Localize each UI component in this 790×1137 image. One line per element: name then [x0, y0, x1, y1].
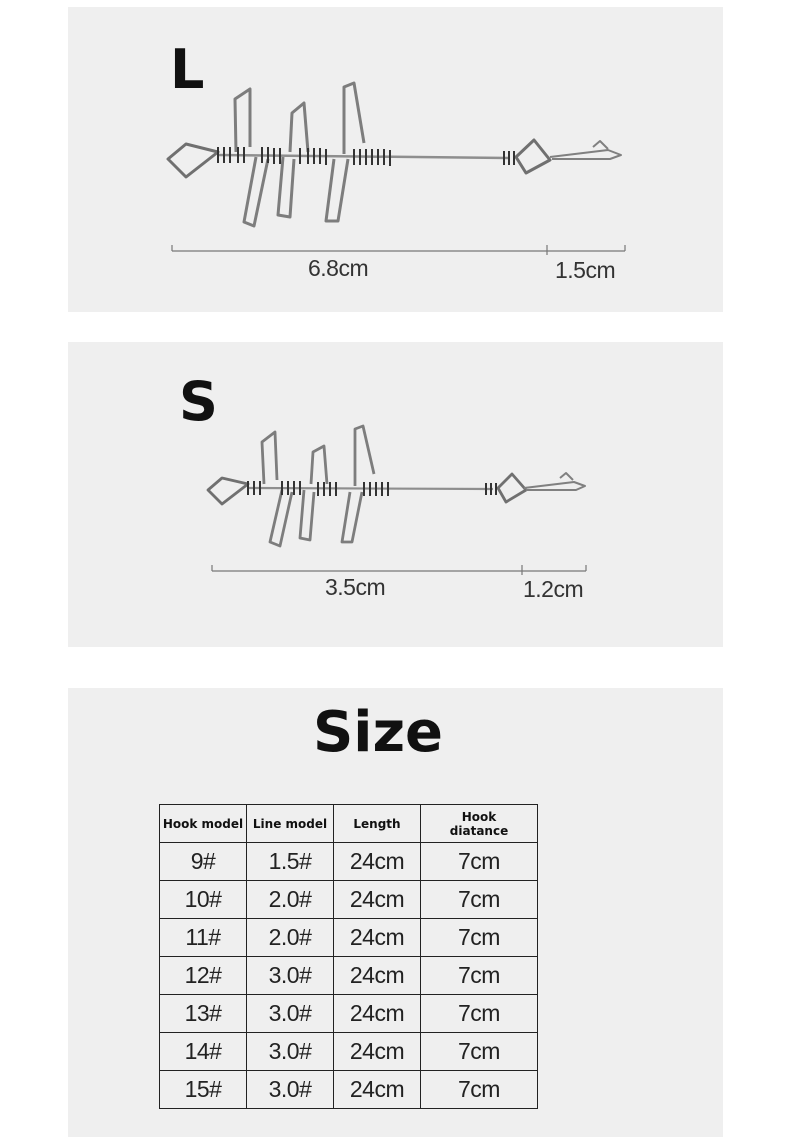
- line-model-cell: 2.0#: [247, 881, 334, 919]
- length-cell: 24cm: [334, 957, 421, 995]
- large-rig-panel: [68, 7, 723, 312]
- length-cell: 24cm: [334, 843, 421, 881]
- table-row: [160, 957, 538, 995]
- table-row: [160, 1071, 538, 1109]
- hook-model-cell: 14#: [160, 1033, 247, 1071]
- large-clip-length: 1.5cm: [555, 257, 616, 283]
- size-panel: [68, 688, 723, 1137]
- hook-distance-cell: 7cm: [421, 1071, 538, 1109]
- small-rig-panel: [68, 342, 723, 647]
- line-model-cell: 3.0#: [247, 1071, 334, 1109]
- large-rig-image: [68, 7, 723, 312]
- table-row: [160, 843, 538, 881]
- header-line-model: Line model: [247, 805, 334, 843]
- size-table: [159, 804, 538, 1109]
- small-rig-image: [68, 342, 723, 647]
- length-cell: 24cm: [334, 1071, 421, 1109]
- table-header-row: [160, 805, 538, 843]
- hook-distance-cell: 7cm: [421, 919, 538, 957]
- length-cell: 24cm: [334, 995, 421, 1033]
- hook-model-cell: 11#: [160, 919, 247, 957]
- hook-distance-cell: 7cm: [421, 843, 538, 881]
- hook-distance-cell: 7cm: [421, 995, 538, 1033]
- table-row: [160, 1033, 538, 1071]
- hook-model-cell: 15#: [160, 1071, 247, 1109]
- hook-distance-cell: 7cm: [421, 1033, 538, 1071]
- table-row: [160, 995, 538, 1033]
- size-letter-s: S: [179, 370, 218, 433]
- length-cell: 24cm: [334, 919, 421, 957]
- line-model-cell: 2.0#: [247, 919, 334, 957]
- size-title: Size: [312, 700, 444, 765]
- line-model-cell: 1.5#: [247, 843, 334, 881]
- hook-distance-cell: 7cm: [421, 881, 538, 919]
- hook-distance-cell: 7cm: [421, 957, 538, 995]
- line-model-cell: 3.0#: [247, 957, 334, 995]
- large-body-length: 6.8cm: [308, 255, 369, 281]
- size-letter-l: L: [170, 38, 205, 101]
- hook-model-cell: 13#: [160, 995, 247, 1033]
- hook-model-cell: 9#: [160, 843, 247, 881]
- hook-model-cell: 10#: [160, 881, 247, 919]
- line-model-cell: 3.0#: [247, 1033, 334, 1071]
- small-body-length: 3.5cm: [325, 574, 386, 600]
- table-row: [160, 919, 538, 957]
- header-length: Length: [334, 805, 421, 843]
- header-hook-model: Hook model: [160, 805, 247, 843]
- table-row: [160, 881, 538, 919]
- line-model-cell: 3.0#: [247, 995, 334, 1033]
- length-cell: 24cm: [334, 1033, 421, 1071]
- length-cell: 24cm: [334, 881, 421, 919]
- header-hook-distance: Hook diatance: [421, 805, 538, 843]
- hook-model-cell: 12#: [160, 957, 247, 995]
- small-clip-length: 1.2cm: [523, 576, 584, 602]
